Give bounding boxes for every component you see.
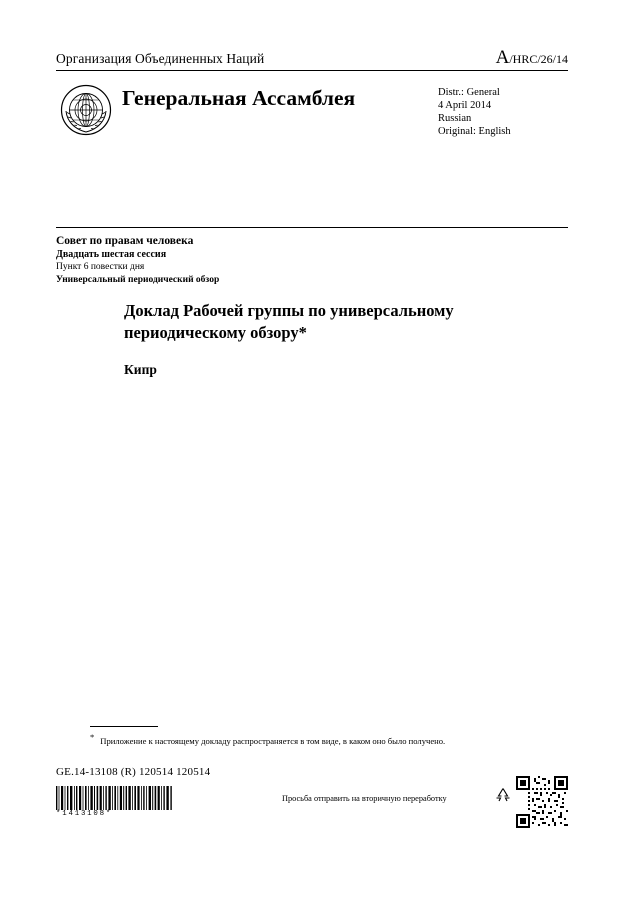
document-symbol (496, 48, 568, 67)
distribution-date: 4 April 2014 (438, 100, 492, 111)
barcode (56, 786, 174, 810)
distribution-type: Distr.: General (438, 87, 500, 98)
distribution-block (438, 86, 568, 138)
footnote-marker: * (90, 732, 95, 742)
document-symbol-suffix: /HRC/26/14 (509, 52, 568, 66)
qr-code (516, 776, 568, 828)
un-emblem (60, 84, 112, 136)
recycle-text: Просьба отправить на вторичную переработку (282, 794, 447, 803)
footnote-text: Приложение к настоящему докладу распространяется в том виде, в каком оно было получено. (100, 735, 446, 746)
masthead-top-row (56, 48, 568, 70)
ge-reference: GE.14-13108 (R) 120514 120514 (56, 766, 211, 778)
masthead (56, 48, 568, 71)
footnote (90, 731, 510, 747)
council-block (56, 234, 568, 287)
section-divider (56, 227, 568, 228)
council-agenda-title: Универсальный периодический обзор (56, 275, 220, 285)
masthead-divider (56, 70, 568, 71)
document-symbol-prefix: A (495, 47, 510, 68)
distribution-language: Russian (438, 113, 472, 124)
footnote-divider (90, 726, 158, 727)
council-agenda-item: Пункт 6 повестки дня (56, 262, 145, 272)
assembly-title: Генеральная Ассамблея (122, 86, 356, 110)
council-session: Двадцать шестая сессия (56, 249, 167, 260)
assembly-block (56, 78, 568, 138)
distribution-original: Original: English (438, 126, 511, 137)
recycle-icon (494, 787, 512, 803)
barcode-number: *1413108* (56, 810, 113, 818)
council-body: Совет по правам человека (56, 235, 194, 247)
document-subject: Кипр (124, 362, 157, 377)
organization-name: Организация Объединенных Наций (56, 51, 265, 66)
page-title: Доклад Рабочей группы по универсальному периодическому обзору* (124, 301, 454, 342)
